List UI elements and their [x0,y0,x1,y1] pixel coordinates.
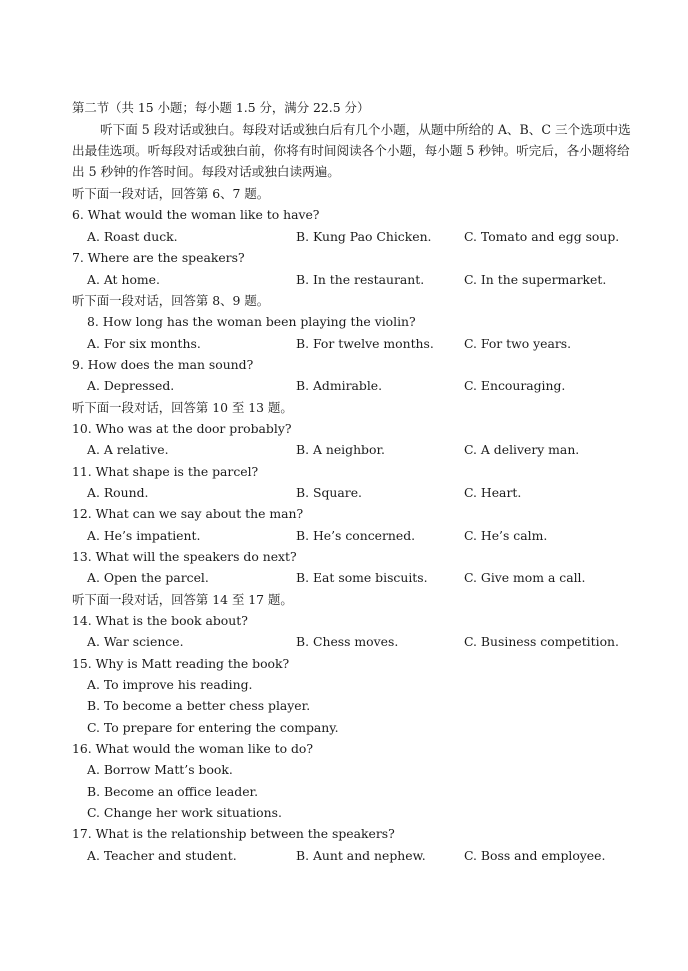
option-b: B. Eat some biscuits. [296,570,428,585]
option-c: C. To prepare for entering the company. [87,720,339,735]
option-a: A. At home. [87,272,160,287]
option-c: C. Give mom a call. [464,570,586,585]
question-7: 7. Where are the speakers? [72,250,245,265]
option-b: B. To become a better chess player. [87,698,311,713]
option-c: C. In the supermarket. [464,272,607,287]
option-a: A. Round. [87,485,149,500]
option-c: C. Heart. [464,485,522,500]
instructions-paragraph: 听下面 5 段对话或独白。每段对话或独白后有几个小题，从题中所给的 A、B、C 三个选项中选出最佳选项。听每段对话或独白前，你将有时间阅读各个小题，每小题 5 秒钟。听完后，各小题将给出 5 秒钟的作答时间。每段对话或独白读两遍。 [72,122,631,179]
option-b: B. He’s concerned. [296,528,416,543]
question-11: 11. What shape is the parcel? [72,464,259,479]
question-6: 6. What would the woman like to have? [72,207,320,222]
option-a: A. Teacher and student. [87,848,237,863]
question-10: 10. Who was at the door probably? [72,421,292,436]
option-b: B. Kung Pao Chicken. [296,229,432,244]
option-b: B. Become an office leader. [87,784,259,799]
question-13: 13. What will the speakers do next? [72,549,297,564]
group-intro: 听下面一段对话，回答第 6、7 题。 [72,186,270,201]
option-a: A. Depressed. [87,378,175,393]
option-c: C. Business competition. [464,634,619,649]
question-8: 8. How long has the woman been playing the violin? [87,314,416,329]
option-c: C. Tomato and egg soup. [464,229,620,244]
option-b: B. Admirable. [296,378,383,393]
option-b: B. Chess moves. [296,634,399,649]
group-intro: 听下面一段对话，回答第 8、9 题。 [72,293,270,308]
group-intro: 听下面一段对话，回答第 14 至 17 题。 [72,592,293,607]
option-a: A. To improve his reading. [87,677,253,692]
question-17: 17. What is the relationship between the speakers? [72,826,395,841]
option-b: B. Square. [296,485,362,500]
option-c: C. For two years. [464,336,572,351]
option-c: C. Change her work situations. [87,805,282,820]
question-14: 14. What is the book about? [72,613,248,628]
option-a: A. A relative. [87,442,169,457]
option-a: A. Borrow Matt’s book. [87,762,233,777]
option-b: B. For twelve months. [296,336,434,351]
section-title: 第二节（共 15 小题；每小题 1.5 分，满分 22.5 分） [72,100,370,115]
option-c: C. Encouraging. [464,378,566,393]
option-b: B. Aunt and nephew. [296,848,426,863]
option-a: A. War science. [87,634,184,649]
option-c: C. A delivery man. [464,442,580,457]
option-a: A. For six months. [87,336,201,351]
option-c: C. He’s calm. [464,528,548,543]
question-12: 12. What can we say about the man? [72,506,304,521]
option-a: A. Roast duck. [87,229,178,244]
option-c: C. Boss and employee. [464,848,606,863]
option-a: A. Open the parcel. [87,570,209,585]
group-intro: 听下面一段对话，回答第 10 至 13 题。 [72,400,293,415]
option-a: A. He’s impatient. [87,528,201,543]
option-b: B. In the restaurant. [296,272,425,287]
question-9: 9. How does the man sound? [72,357,254,372]
question-16: 16. What would the woman like to do? [72,741,314,756]
option-b: B. A neighbor. [296,442,385,457]
question-15: 15. Why is Matt reading the book? [72,656,290,671]
